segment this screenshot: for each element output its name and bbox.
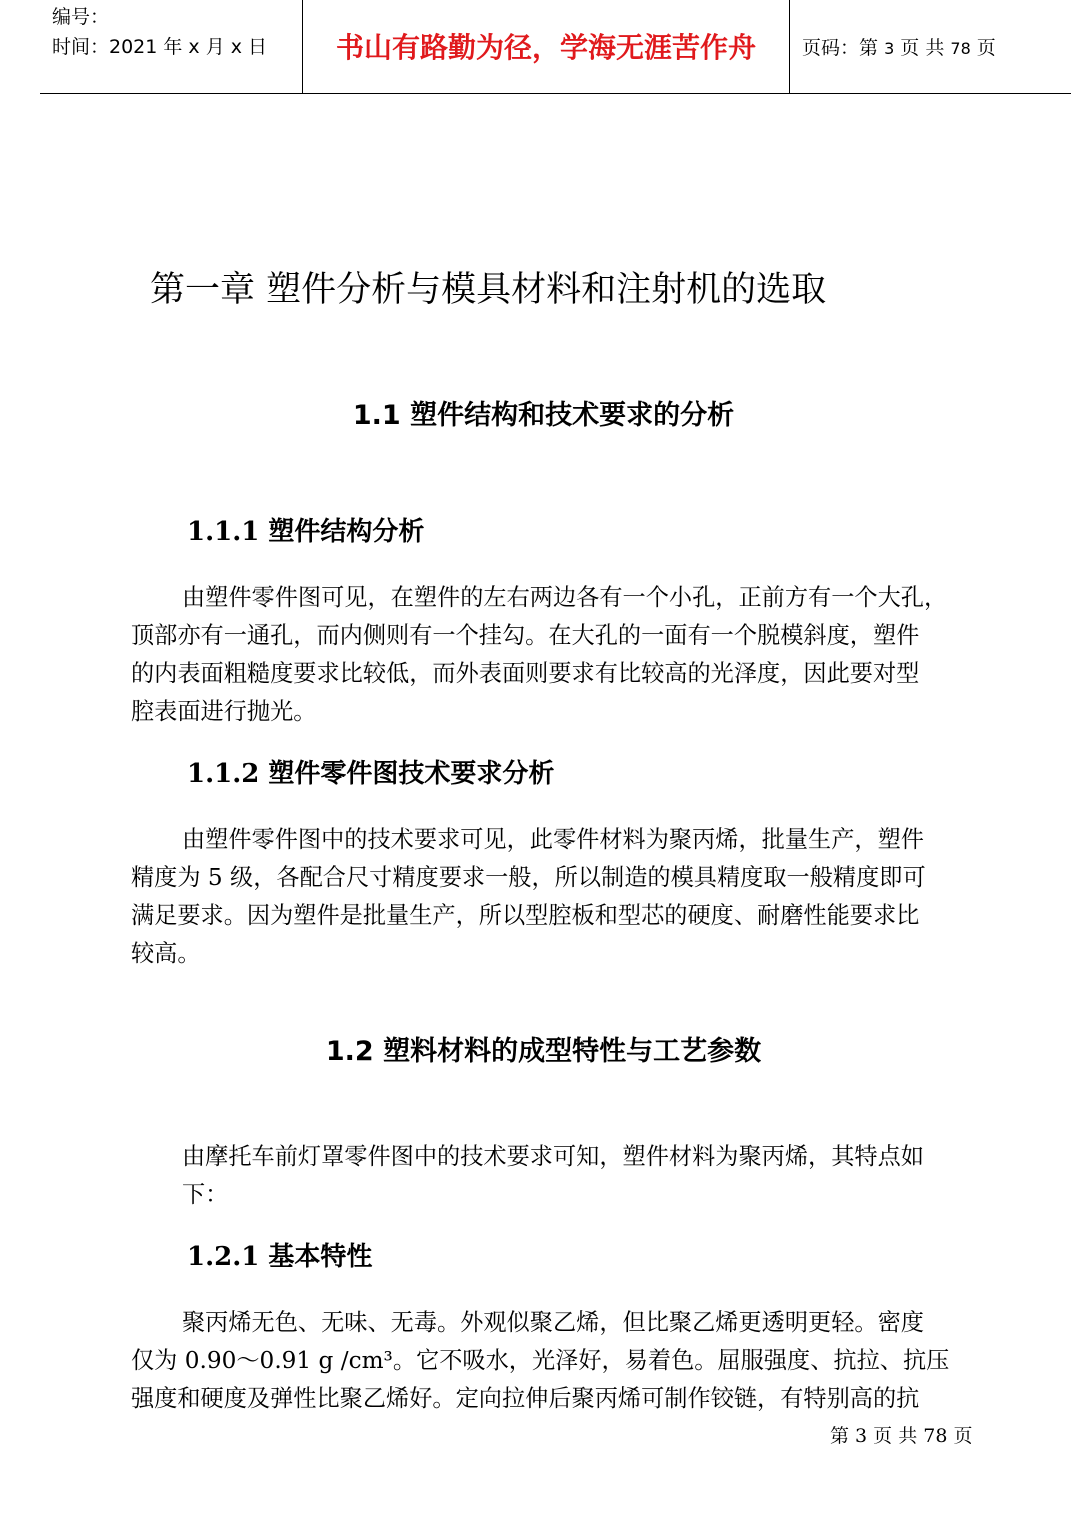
page-header [40,0,1071,94]
paragraph-line: 的内表面粗糙度要求比较低，而外表面则要求有比较高的光泽度，因此要对型 [131,660,920,687]
paragraph-structure-analysis [131,579,1001,731]
paragraph-line: 下： [182,1181,229,1208]
page-total: 78 [950,39,971,58]
page-middle: 页 共 [900,37,945,59]
paragraph-basic-properties [131,1304,1001,1418]
paragraph-material-intro [131,1138,1001,1214]
chapter-title: 第一章 塑件分析与模具材料和注射机的选取 [150,270,827,310]
page-footer: 第 3 页 共 78 页 [830,1425,973,1447]
paragraph-line: 由塑件零件图可见，在塑件的左右两边各有一个小孔，正前方有一个大孔， [182,584,948,611]
header-motto: 书山有路勤为径，学海无涯苦作舟 [335,31,756,64]
header-divider-right [789,0,790,93]
paragraph-line: 聚丙烯无色、无味、无毒。外观似聚乙烯，但比聚乙烯更透明更轻。密度 [182,1309,924,1336]
serial-label: 编号： [52,6,110,28]
header-meta [52,2,267,62]
paragraph-line: 精度为 5 级，各配合尺寸精度要求一般，所以制造的模具精度取一般精度即可 [131,864,926,891]
header-page-info [802,33,996,64]
paragraph-line: 由塑件零件图中的技术要求可见，此零件材料为聚丙烯，批量生产，塑件 [182,826,924,853]
paragraph-line: 腔表面进行抛光。 [131,698,317,725]
subsection-heading-1-1-1: 1.1.1 塑件结构分析 [187,517,425,547]
subsection-heading-1-1-2: 1.1.2 塑件零件图技术要求分析 [187,759,555,789]
paragraph-line: 顶部亦有一通孔，而内侧则有一个挂勾。在大孔的一面有一个脱模斜度，塑件 [131,622,920,649]
paragraph-line: 由摩托车前灯罩零件图中的技术要求可知，塑件材料为聚丙烯，其特点如 [182,1143,924,1170]
section-heading-1-2: 1.2 塑料材料的成型特性与工艺参数 [325,1036,762,1067]
paragraph-technical-requirements [131,821,1001,973]
time-line: 时间：2021 年 x 月 x 日 [52,36,268,58]
section-heading-1-1: 1.1 塑件结构和技术要求的分析 [352,400,735,431]
page-suffix: 页 [976,37,996,59]
page-prefix: 页码：第 [802,37,879,59]
paragraph-line: 较高。 [131,940,201,967]
paragraph-line: 满足要求。因为塑件是批量生产，所以型腔板和型芯的硬度、耐磨性能要求比 [131,902,920,929]
paragraph-line: 强度和硬度及弹性比聚乙烯好。定向拉伸后聚丙烯可制作铰链，有特别高的抗 [131,1385,920,1412]
subsection-heading-1-2-1: 1.2.1 基本特性 [187,1242,373,1272]
paragraph-line: 仅为 0.90～0.91 g /cm³。它不吸水，光泽好，易着色。屈服强度、抗拉、抗压 [131,1347,950,1374]
page-current: 3 [884,39,895,58]
